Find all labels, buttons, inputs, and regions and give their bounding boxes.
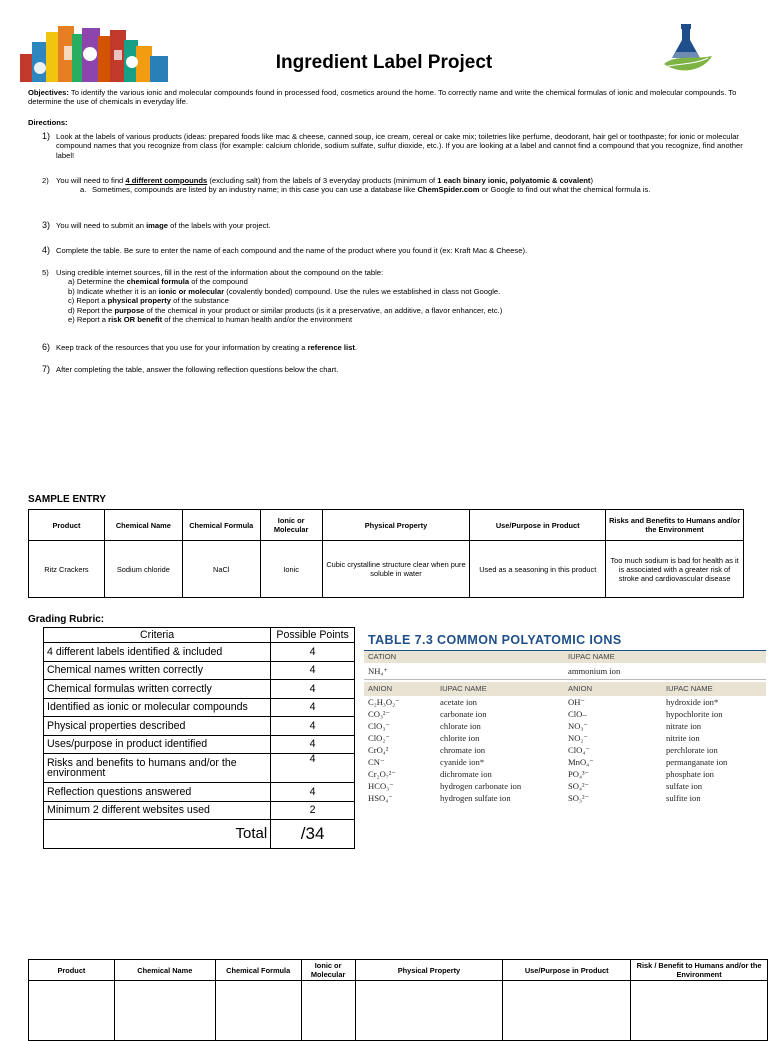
entry-cell[interactable]	[301, 981, 355, 1041]
anion-row	[364, 744, 766, 756]
cation-header-row	[364, 651, 766, 663]
anion-name: chlorite ion	[440, 733, 480, 743]
rubric-criteria: Chemical names written correctly	[44, 661, 271, 680]
anion-name: permanganate ion	[666, 757, 728, 767]
direction-subitem	[68, 306, 748, 315]
direction-text	[56, 221, 748, 230]
anion-formula: ClO₂⁻	[368, 733, 390, 743]
direction-text-part: (excluding salt) from the labels of 3 everyday products (minimum of	[207, 176, 438, 185]
rubric-points: 4	[271, 698, 355, 717]
anion-name: dichromate ion	[440, 769, 492, 779]
anion-formula: SO₄²⁻	[568, 781, 590, 791]
subitem-label: a.	[80, 185, 87, 195]
objectives-paragraph	[28, 88, 748, 106]
sample-header-row	[29, 510, 744, 541]
rubric-criteria: 4 different labels identified & included	[44, 643, 271, 662]
anion-formula: ClO₄⁻	[568, 745, 590, 755]
anion-row	[364, 792, 766, 804]
cation-header: CATION	[368, 652, 397, 661]
entry-cell[interactable]	[29, 981, 115, 1041]
anion-formula: CN⁻	[368, 757, 385, 767]
sample-header-cell: Chemical Formula	[182, 510, 260, 541]
sample-header-cell: Ionic or Molecular	[260, 510, 322, 541]
anion-formula: CO₃²⁻	[368, 709, 391, 719]
direction-number: 1)	[42, 131, 51, 141]
rubric-total-row	[44, 820, 355, 849]
iupac-header: IUPAC NAME	[568, 652, 615, 661]
rubric-header-points: Possible Points	[271, 628, 355, 643]
sample-cell: Cubic crystalline structure clear when pure soluble in water	[322, 541, 470, 598]
iupac-header: IUPAC NAME	[666, 684, 713, 693]
subitem-text: of the substance	[170, 296, 229, 306]
sample-entry-table	[28, 509, 744, 598]
subitem-bold: ionic or molecular	[158, 286, 225, 296]
rubric-row	[44, 801, 355, 820]
polyatomic-table-title: TABLE 7.3 COMMON POLYATOMIC IONS	[364, 630, 766, 651]
direction-subitem	[68, 277, 748, 286]
anion-name: hypochlorite ion	[666, 709, 723, 719]
rubric-row	[44, 680, 355, 699]
direction-text	[56, 268, 748, 324]
grading-rubric-heading: Grading Rubric:	[28, 614, 105, 625]
direction-text	[56, 343, 748, 352]
direction-text-part: .	[354, 343, 357, 352]
rubric-criteria: Minimum 2 different websites used	[44, 801, 271, 820]
anion-name: chlorate ion	[440, 721, 481, 731]
direction-subitem	[68, 315, 748, 324]
anion-formula: CrO₄²	[368, 745, 389, 755]
anion-header: ANION	[568, 684, 593, 693]
anion-row	[364, 696, 766, 708]
subitem-bold: ChemSpider.com	[417, 185, 480, 195]
rubric-criteria: Physical properties described	[44, 717, 271, 736]
subitem-text: of the compound	[189, 277, 248, 287]
subitem-bold: chemical formula	[126, 277, 190, 287]
direction-item-6	[42, 343, 748, 352]
direction-subitem	[68, 287, 748, 296]
entry-cell[interactable]	[355, 981, 503, 1041]
direction-subitem	[68, 296, 748, 305]
entry-header-cell: Ionic or Molecular	[301, 960, 355, 981]
direction-bold-part: reference list	[307, 343, 355, 352]
direction-text: Look at the labels of various products (ideas: prepared foods like mac & cheese, canned soup, ice cream, cereal or cake mix; toiletries like perfume, deodorant, hair gel or toothpaste; for ionic or molecular compound names that you recognize from class (for example: calcium chloride, sodium sulfate, sulfur dioxide, etc.). If you are looking at a label and cannot find a compound that you recognize, find another label!	[56, 132, 743, 160]
anion-formula: Cr₂O₇²⁻	[368, 769, 396, 779]
rubric-points: 4	[271, 661, 355, 680]
objectives-text: To identify the various ionic and molecular compounds found in processed food, cosmetics around the home. To correctly name and write the chemical formulas of ionic and molecular compounds. To determine the use of chemicals in everyday life.	[28, 88, 737, 106]
subitem-text: Sometimes, compounds are listed by an industry name; in this case you can use a database like	[92, 185, 418, 195]
anion-formula: SO₃²⁻	[568, 793, 590, 803]
anion-row	[364, 780, 766, 792]
anion-formula: NO₂⁻	[568, 733, 588, 743]
grading-rubric-table	[43, 627, 355, 849]
rubric-points: 4	[271, 754, 355, 783]
sample-entry-heading: SAMPLE ENTRY	[28, 494, 106, 505]
direction-number: 7)	[42, 364, 51, 374]
anion-name: hydrogen sulfate ion	[440, 793, 511, 803]
rubric-header-criteria: Criteria	[44, 628, 271, 643]
direction-number: 6)	[42, 342, 51, 352]
anion-row	[364, 768, 766, 780]
anion-name: hydrogen carbonate ion	[440, 781, 522, 791]
anion-row	[364, 720, 766, 732]
direction-number: 4)	[42, 245, 51, 255]
anion-name: nitrate ion	[666, 721, 702, 731]
sample-data-row	[29, 541, 744, 598]
direction-text-part: You will need to find	[56, 176, 126, 185]
anion-name: hydroxide ion*	[666, 697, 719, 707]
anion-formula: C₂H₃O₂⁻	[368, 697, 400, 707]
direction-number: 3)	[42, 220, 51, 230]
subitem-text: d) Report the	[68, 305, 115, 315]
subitem-text: b) Indicate whether it is an	[68, 286, 159, 296]
direction-bold-part: 1 each binary ionic, polyatomic & covalent	[437, 176, 591, 185]
entry-header-cell: Physical Property	[355, 960, 503, 981]
sample-header-cell: Use/Purpose in Product	[470, 510, 606, 541]
direction-item-1	[42, 132, 748, 160]
rubric-row	[44, 717, 355, 736]
rubric-criteria: Chemical formulas written correctly	[44, 680, 271, 699]
direction-item-5	[42, 268, 748, 324]
rubric-header-row	[44, 628, 355, 643]
polyatomic-ions-table	[364, 630, 766, 844]
entry-header-cell: Chemical Formula	[215, 960, 301, 981]
sample-cell: NaCl	[182, 541, 260, 598]
direction-text	[56, 176, 748, 195]
direction-item-7	[42, 365, 748, 374]
direction-text-line: Using credible internet sources, fill in the rest of the information about the compound on the table:	[56, 268, 384, 277]
subitem-text: e) Report a	[68, 315, 109, 325]
entry-header-cell: Risk / Benefit to Humans and/or the Environment	[631, 960, 768, 981]
entry-cell[interactable]	[114, 981, 215, 1041]
rubric-total-value: /34	[271, 820, 355, 849]
cation-row	[364, 663, 766, 680]
direction-text: Complete the table. Be sure to enter the name of each compound and the name of the product where you found it (ex: Kraft Mac & Cheese).	[56, 246, 528, 255]
anion-name: nitrite ion	[666, 733, 700, 743]
direction-subitem	[56, 185, 748, 194]
anion-header: ANION	[368, 684, 393, 693]
direction-number: 2)	[42, 176, 49, 185]
rubric-points: 4	[271, 783, 355, 802]
anion-name: acetate ion	[440, 697, 477, 707]
anion-formula: MnO₄⁻	[568, 757, 594, 767]
direction-number: 5)	[42, 268, 49, 277]
sample-header-cell: Chemical Name	[104, 510, 182, 541]
anion-row	[364, 756, 766, 768]
student-entry-table	[28, 959, 768, 1041]
rubric-criteria: Uses/purpose in product identified	[44, 735, 271, 754]
rubric-criteria: Reflection questions answered	[44, 783, 271, 802]
anion-name: phosphate ion	[666, 769, 714, 779]
anion-formula: PO₄³⁻	[568, 769, 590, 779]
subitem-text: c) Report a	[68, 296, 108, 306]
cation-name: ammonium ion	[568, 666, 621, 676]
anion-formula: NO₃⁻	[568, 721, 588, 731]
direction-item-3	[42, 221, 748, 230]
cation-formula: NH₄⁺	[368, 666, 388, 676]
rubric-total-label: Total	[44, 820, 271, 849]
page-title: Ingredient Label Project	[275, 52, 493, 73]
objectives-label: Objectives:	[28, 88, 69, 97]
entry-header-row	[29, 960, 768, 981]
directions-title: Directions:	[28, 118, 68, 127]
direction-text-part: You will need to submit an	[56, 221, 147, 230]
anion-formula: HCO₃⁻	[368, 781, 394, 791]
direction-text-part: of the labels with your project.	[168, 221, 271, 230]
direction-item-2	[42, 176, 748, 195]
anion-formula: ClO–	[568, 709, 587, 719]
anion-row	[364, 732, 766, 744]
anion-name: cyanide ion*	[440, 757, 485, 767]
sample-header-cell: Physical Property	[322, 510, 470, 541]
anion-header-row	[364, 682, 766, 696]
rubric-row	[44, 661, 355, 680]
entry-blank-row	[29, 981, 768, 1041]
flask-leaf-logo-icon	[660, 20, 716, 78]
subitem-text: or Google to find out what the chemical formula is.	[479, 185, 651, 195]
rubric-row	[44, 783, 355, 802]
anion-name: sulfate ion	[666, 781, 703, 791]
entry-cell[interactable]	[503, 981, 631, 1041]
sample-cell: Too much sodium is bad for health as it is associated with a greater risk of stroke and cardiovascular disease	[606, 541, 744, 598]
sample-cell: Ionic	[260, 541, 322, 598]
subitem-bold: risk OR benefit	[108, 315, 163, 325]
entry-cell[interactable]	[631, 981, 768, 1041]
anion-formula: OH⁻	[568, 697, 585, 707]
sample-header-cell: Risks and Benefits to Humans and/or the Environment	[606, 510, 744, 541]
rubric-points: 4	[271, 643, 355, 662]
entry-header-cell: Use/Purpose in Product	[503, 960, 631, 981]
rubric-points: 4	[271, 735, 355, 754]
direction-text-part: )	[590, 176, 593, 185]
anion-name: carbonate ion	[440, 709, 487, 719]
sample-header-cell: Product	[29, 510, 105, 541]
subitem-text: a) Determine the	[68, 277, 127, 287]
direction-bold-part: 4 different compounds	[125, 176, 208, 185]
subitem-bold: physical property	[107, 296, 171, 306]
rubric-criteria: Identified as ionic or molecular compounds	[44, 698, 271, 717]
subitem-text: (covalently bonded) compound. Use the rules we established in class not Google.	[224, 286, 501, 296]
rubric-criteria: Risks and benefits to humans and/or the environment	[44, 754, 271, 783]
entry-header-cell: Chemical Name	[114, 960, 215, 981]
anion-formula: HSO₄⁻	[368, 793, 393, 803]
sample-cell: Used as a seasoning in this product	[470, 541, 606, 598]
entry-header-cell: Product	[29, 960, 115, 981]
direction-item-4	[42, 246, 748, 255]
direction-text-part: Keep track of the resources that you use for your information by creating a	[56, 343, 308, 352]
rubric-points: 4	[271, 717, 355, 736]
sample-cell: Sodium chloride	[104, 541, 182, 598]
rubric-points: 2	[271, 801, 355, 820]
anion-name: sulfite ion	[666, 793, 701, 803]
sample-cell: Ritz Crackers	[29, 541, 105, 598]
subitem-text: of the chemical in your product or similar products (is it a preservative, an additive, a flavor enhancer, etc.)	[144, 305, 503, 315]
rubric-row	[44, 643, 355, 662]
entry-cell[interactable]	[215, 981, 301, 1041]
rubric-row	[44, 754, 355, 783]
anion-formula: ClO₃⁻	[368, 721, 390, 731]
anion-row	[364, 708, 766, 720]
subitem-text: of the chemical to human health and/or the environment	[162, 315, 353, 325]
iupac-header: IUPAC NAME	[440, 684, 487, 693]
anion-rows	[364, 696, 766, 804]
direction-bold-part: image	[146, 221, 169, 230]
subitem-bold: purpose	[114, 305, 145, 315]
rubric-points: 4	[271, 680, 355, 699]
anion-name: chromate ion	[440, 745, 486, 755]
rubric-row	[44, 698, 355, 717]
rubric-row	[44, 735, 355, 754]
direction-text: After completing the table, answer the following reflection questions below the chart.	[56, 365, 339, 374]
anion-name: perchlorate ion	[666, 745, 718, 755]
